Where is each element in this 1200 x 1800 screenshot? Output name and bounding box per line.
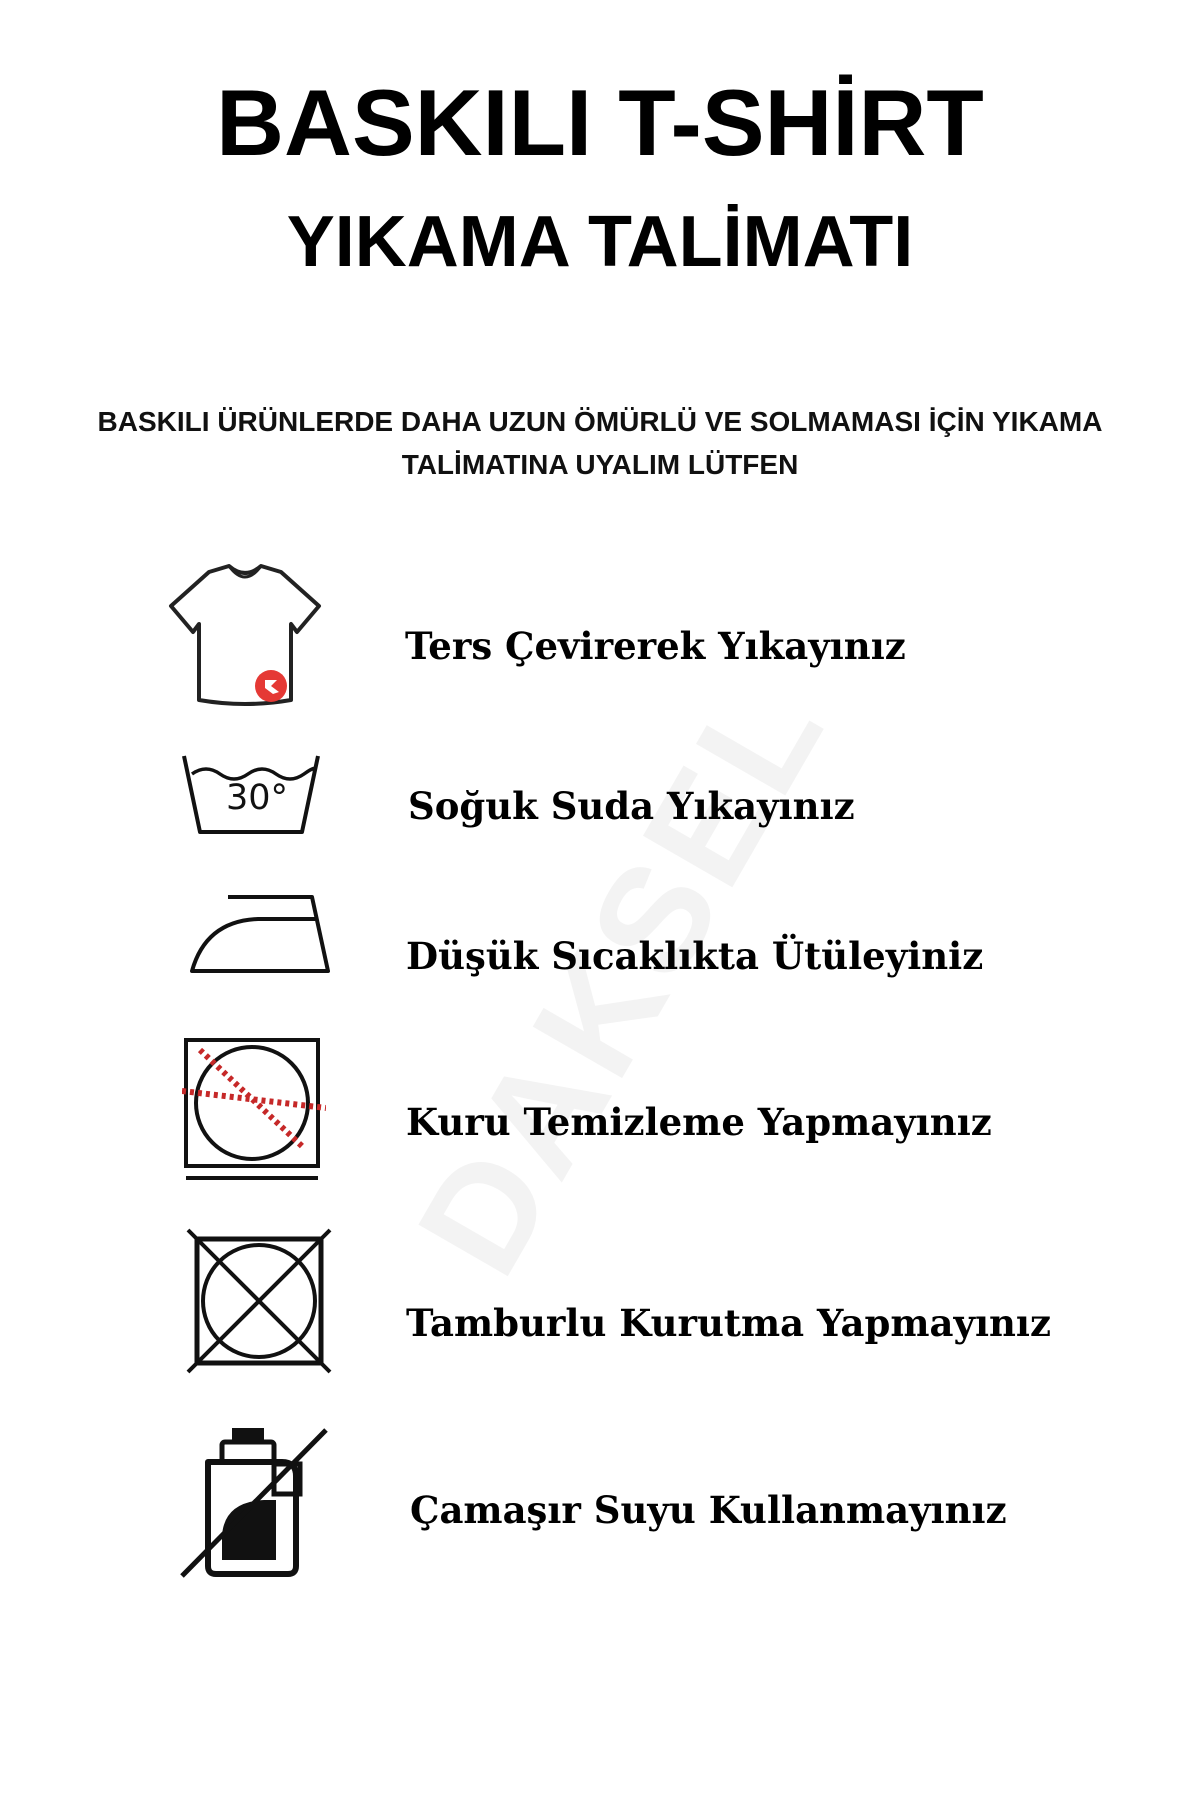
tshirt-inside-out-icon — [165, 560, 325, 708]
no-dry-clean-icon — [182, 1036, 326, 1184]
page-subtitle: YIKAMA TALİMATI — [286, 202, 914, 282]
instruction-label-no-bleach: Çamaşır Suyu Kullanmayınız — [410, 1488, 1007, 1532]
instruction-label-low-iron: Düşük Sıcaklıkta Ütüleyiniz — [406, 934, 984, 978]
iron-low-icon — [188, 893, 332, 975]
instruction-label-inside-out: Ters Çevirerek Yıkayınız — [405, 624, 906, 668]
instruction-label-cold-wash: Soğuk Suda Yıkayınız — [408, 784, 855, 828]
wash-temperature-label: 30° — [225, 778, 289, 818]
intro-text: BASKILI ÜRÜNLERDE DAHA UZUN ÖMÜRLÜ VE SOLMAMASI İÇİN YIKAMA TALİMATINA UYALIM LÜTFEN — [97, 406, 1103, 480]
instruction-label-no-tumble-dry: Tamburlu Kurutma Yapmayınız — [406, 1301, 1051, 1345]
no-bleach-icon — [178, 1426, 328, 1578]
page-title: BASKILI T-SHİRT — [216, 70, 984, 175]
instruction-label-no-dry-clean: Kuru Temizleme Yapmayınız — [406, 1100, 992, 1144]
no-tumble-dry-icon — [186, 1228, 332, 1374]
